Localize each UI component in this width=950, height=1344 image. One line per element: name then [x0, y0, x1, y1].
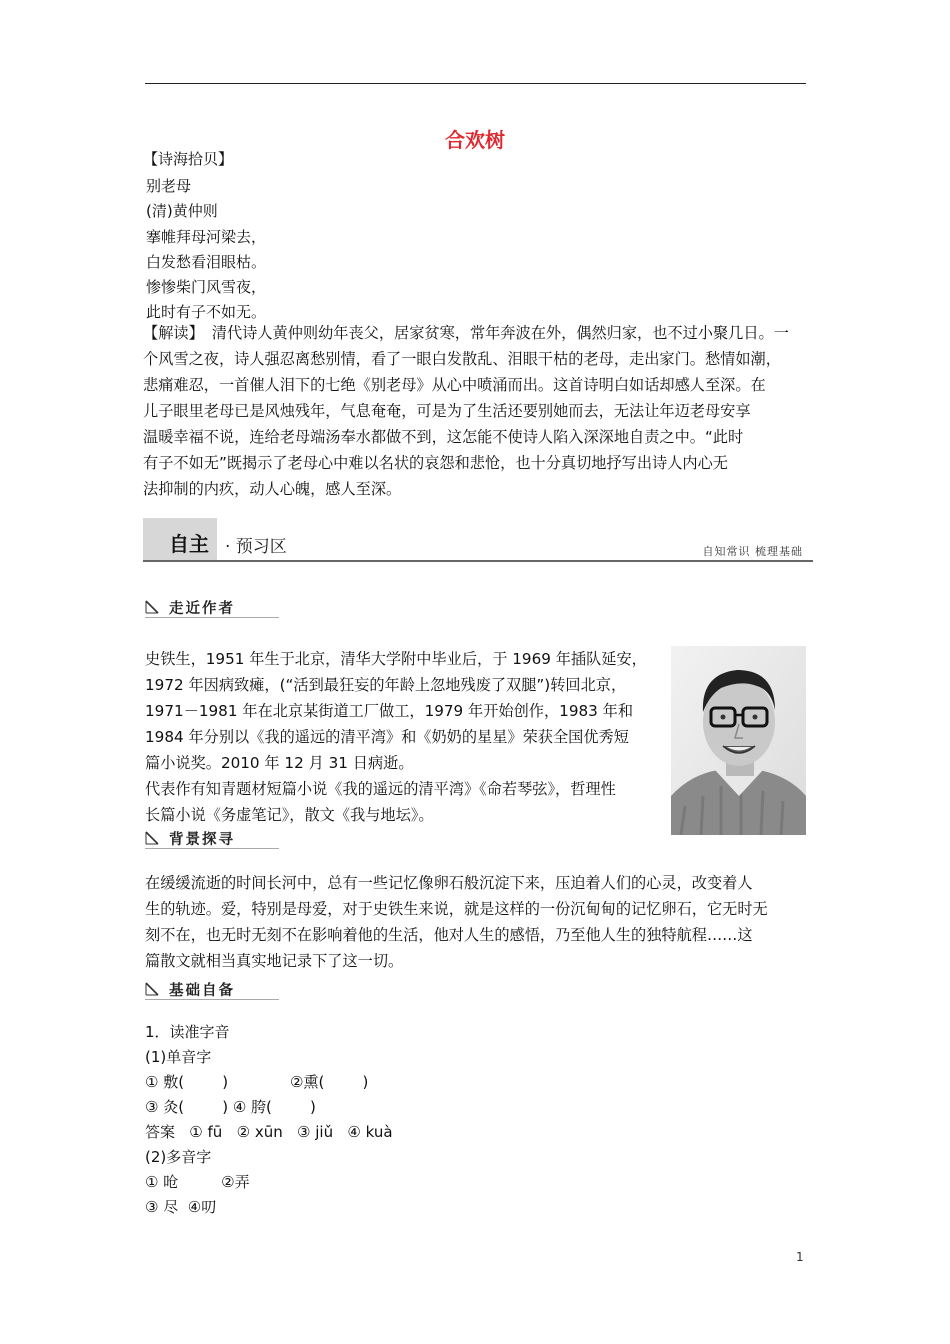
- poem-line: 此时有子不如无。: [146, 303, 267, 321]
- interpretation-line: 法抑制的内疚，动人心魄，感人至深。: [143, 480, 402, 498]
- interpretation-line: 悲痛难忍，一首催人泪下的七绝《别老母》从心中喷涌而出。这首诗明白如话却感人至深。在: [143, 376, 766, 394]
- background-text: [145, 870, 815, 974]
- poem-author: (清)黄仲则: [146, 202, 218, 220]
- basics-answer: 答案 ① fū ② xūn ③ jiǔ ④ kuà: [145, 1123, 393, 1141]
- section-heading-underline: [145, 617, 279, 618]
- interpretation-line: 温暖幸福不说，连给老母端汤奉水都做不到，这怎能不使诗人陷入深深地自责之中。“此时: [143, 428, 744, 446]
- section-heading-text: 背景探寻: [169, 832, 235, 848]
- section-heading-underline: [145, 848, 279, 849]
- interpretation-label: 【解读】: [143, 324, 204, 342]
- author-bio-line: 长篇小说《务虚笔记》，散文《我与地坛》。: [145, 806, 434, 824]
- background-line: 刻不在，也无时无刻不在影响着他的生活，他对人生的感悟，乃至他人生的独特航程……这: [145, 926, 753, 944]
- banner-right-note: 自知常识 梳理基础: [702, 545, 803, 558]
- section-heading-basics: [145, 978, 279, 1000]
- basics-line: ① 呛 ②弄: [145, 1173, 250, 1191]
- author-bio: [145, 646, 665, 828]
- page-title: 合欢树: [445, 128, 505, 152]
- basics-line: ③ 尽 ④叨: [145, 1198, 217, 1216]
- section-heading-background: [145, 827, 279, 849]
- diagonal-marker-icon: [145, 831, 159, 845]
- diagonal-marker-icon: [145, 982, 159, 996]
- preview-banner: [143, 518, 813, 562]
- background-line: 生的轨迹。爱，特别是母爱，对于史铁生来说，就是这样的一份沉甸甸的记忆卵石，它无时无: [145, 900, 768, 918]
- page-number: 1: [796, 1250, 804, 1264]
- author-bio-line: 1971－1981 年在北京某街道工厂做工，1979 年开始创作，1983 年和: [145, 702, 634, 720]
- background-line: 篇散文就相当真实地记录下了这一切。: [145, 952, 404, 970]
- author-bio-line: 史铁生，1951 年生于北京，清华大学附中毕业后，于 1969 年插队延安，: [145, 650, 647, 668]
- section-heading-underline: [145, 999, 279, 1000]
- banner-sub: · 预习区: [225, 537, 287, 557]
- background-line: 在缓缓流逝的时间长河中，总有一些记忆像卵石般沉淀下来，压迫着人们的心灵，改变着人: [145, 874, 753, 892]
- author-bio-line: 代表作有知青题材短篇小说《我的遥远的清平湾》《命若琴弦》，哲理性: [145, 780, 616, 798]
- header-rule: [145, 83, 806, 84]
- author-bio-line: 1984 年分别以《我的遥远的清平湾》和《奶奶的星星》荣获全国优秀短: [145, 728, 629, 746]
- interpretation-line: 儿子眼里老母已是风烛残年，气息奄奄，可是为了生活还要别她而去，无法让年迈老母安享: [143, 402, 751, 420]
- basics-line: (2)多音字: [145, 1148, 212, 1166]
- poem-line: 白发愁看泪眼枯。: [146, 253, 267, 271]
- basics-content: [145, 1020, 645, 1220]
- poem-line: 惨惨柴门风雪夜，: [146, 278, 267, 296]
- basics-line: 1．读准字音: [145, 1023, 230, 1041]
- author-bio-line: 篇小说奖。2010 年 12 月 31 日病逝。: [145, 754, 414, 772]
- poem-title: 别老母: [146, 177, 192, 195]
- basics-line: ① 敷( ) ②熏( ): [145, 1073, 369, 1091]
- interpretation-line: 有子不如无”既揭示了老母心中难以名状的哀怨和悲怆，也十分真切地抒写出诗人内心无: [143, 454, 728, 472]
- interpretation-line: 清代诗人黄仲则幼年丧父，居家贫寒，常年奔波在外，偶然归家，也不过小聚几日。一: [211, 324, 789, 342]
- basics-line: (1)单音字: [145, 1048, 212, 1066]
- poem-section-label: 【诗海拾贝】: [143, 150, 234, 168]
- section-heading-author: [145, 596, 279, 618]
- author-photo: [671, 646, 806, 835]
- basics-line: ③ 灸( ) ④ 胯( ): [145, 1098, 316, 1116]
- section-heading-text: 走近作者: [169, 601, 235, 617]
- section-heading-text: 基础自备: [169, 983, 235, 999]
- author-bio-line: 1972 年因病致瘫，(“活到最狂妄的年龄上忽地残废了双腿”)转回北京，: [145, 676, 627, 694]
- interpretation-line: 个风雪之夜，诗人强忍离愁别情，看了一眼白发散乱、泪眼干枯的老母，走出家门。愁情如潮，: [143, 350, 781, 368]
- interpretation: [143, 320, 813, 502]
- diagonal-marker-icon: [145, 600, 159, 614]
- banner-rule: [143, 560, 813, 562]
- banner-main: 自主: [169, 532, 209, 556]
- poem-line: 搴帷拜母河梁去，: [146, 228, 267, 246]
